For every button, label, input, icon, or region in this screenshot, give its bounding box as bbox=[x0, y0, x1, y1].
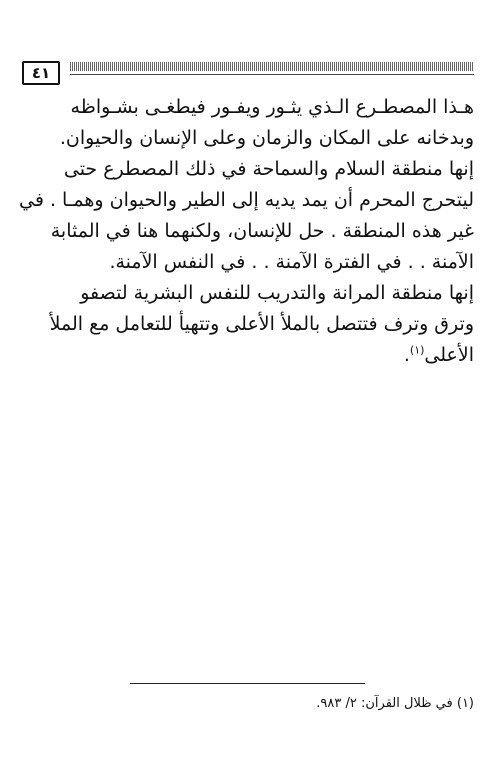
page-number: ٤١ bbox=[22, 61, 60, 85]
text-line-6: الآمنة . . في الفترة الآمنة . . في النفس الآمنة. bbox=[109, 251, 474, 273]
text-line-9 bbox=[12, 340, 474, 371]
text-line-1: هـذا المصطـرع الـذي يثـور ويفـور فيطغـى بشـواظه bbox=[70, 96, 474, 118]
body-text bbox=[12, 92, 474, 371]
end-punctuation: . bbox=[403, 344, 410, 366]
text-line-8: وترق وترف فتتصل بالملأ الأعلى وتتهيأ للتعامل مع الملأ bbox=[49, 313, 474, 335]
text-line-7: إنها منطقة المرانة والتدريب للنفس البشرية لتصفو bbox=[80, 282, 474, 304]
text-line-4: ليتحرج المحرم أن يمد يديه إلى الطير والحيوان وهمـا . في bbox=[19, 189, 474, 211]
footnote-reference[interactable]: (١) bbox=[409, 343, 425, 357]
header-rule-thin bbox=[70, 74, 474, 75]
text-line-3: إنها منطقة السلام والسماحة في ذلك المصطرع حتى bbox=[63, 158, 474, 180]
text-line-5: غير هذه المنطقة . حل للإنسان، ولكنهما هنا في المثابة bbox=[50, 220, 474, 242]
footnote-divider bbox=[130, 683, 365, 684]
last-line-text: الأعلى bbox=[424, 344, 474, 366]
text-line-2: وبدخانه على المكان والزمان وعلى الإنسان والحيوان. bbox=[59, 127, 474, 149]
footnote: (١) في ظلال القرآن: ٢/ ٩٨٣. bbox=[316, 696, 474, 711]
header-rule bbox=[70, 62, 474, 71]
